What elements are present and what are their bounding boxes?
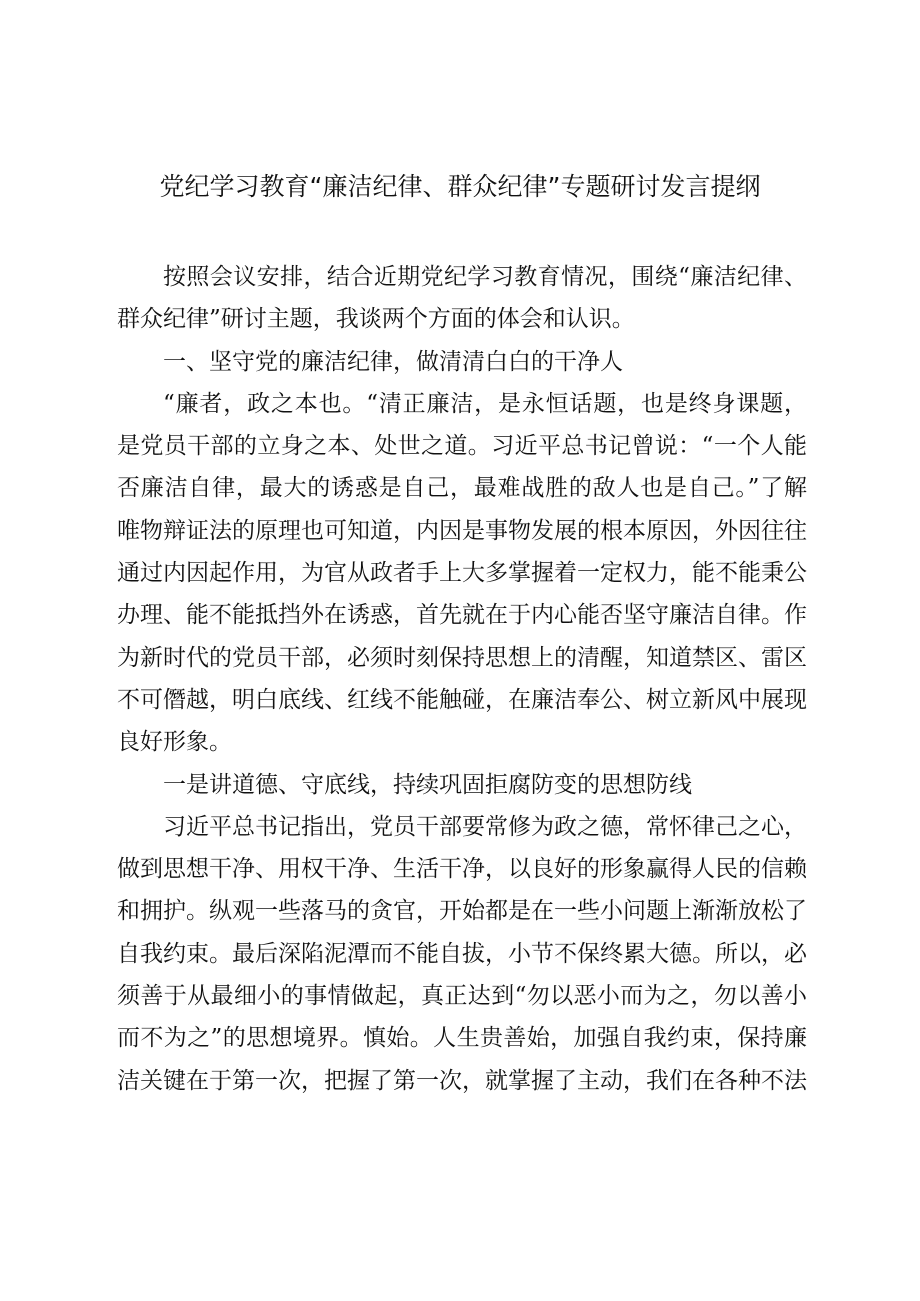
paragraph-integrity: “廉者，政之本也。“清正廉洁，是永恒话题，也是终身课题，是党员干部的立身之本、处世之道。习近平总书记曾说：“一个人能否廉洁自律，最大的诱惑是自己，最难战胜的敌人也是自己。”了解唯物辩证法的原理也可知道，内因是事物发展的根本原因，外因往往通过内因起作用，为官从政者手上大多掌握着一定权力，能不能秉公办理、能不能抵挡外在诱惑，首先就在于内心能否坚守廉洁自律。作为新时代的党员干部，必须时刻保持思想上的清醒，知道禁区、雷区不可僭越，明白底线、红线不能触碰，在廉洁奉公、树立新风中展现良好形象。 <box>117 390 807 756</box>
paragraph-morality: 习近平总书记指出，党员干部要常修为政之德，常怀律己之心，做到思想干净、用权干净、生活干净，以良好的形象赢得人民的信赖和拥护。纵观一些落马的贪官，开始都是在一些小问题上渐渐放松了自我约束。最后深陷泥潭而不能自拔，小节不保终累大德。所以，必须善于从最细小的事情做起，真正达到“勿以恶小而为之，勿以善小而不为之”的思想境界。慎始。人生贵善始，加强自我约束，保持廉洁关键在于第一次，把握了第一次，就掌握了主动，我们在各种不法 <box>117 813 807 1094</box>
document-title: 党纪学习教育“廉洁纪律、群众纪律”专题研讨发言提纲 <box>159 172 761 201</box>
section-heading-1: 一、坚守党的廉洁纪律，做清清白白的干净人 <box>163 348 623 375</box>
subsection-heading-1: 一是讲道德、守底线，持续巩固拒腐防变的思想防线 <box>163 771 692 798</box>
paragraph-intro: 按照会议安排，结合近期党纪学习教育情况，围绕“廉洁纪律、群众纪律”研讨主题，我谈两个方面的体会和认识。 <box>117 264 807 333</box>
document-body <box>117 256 807 1102</box>
